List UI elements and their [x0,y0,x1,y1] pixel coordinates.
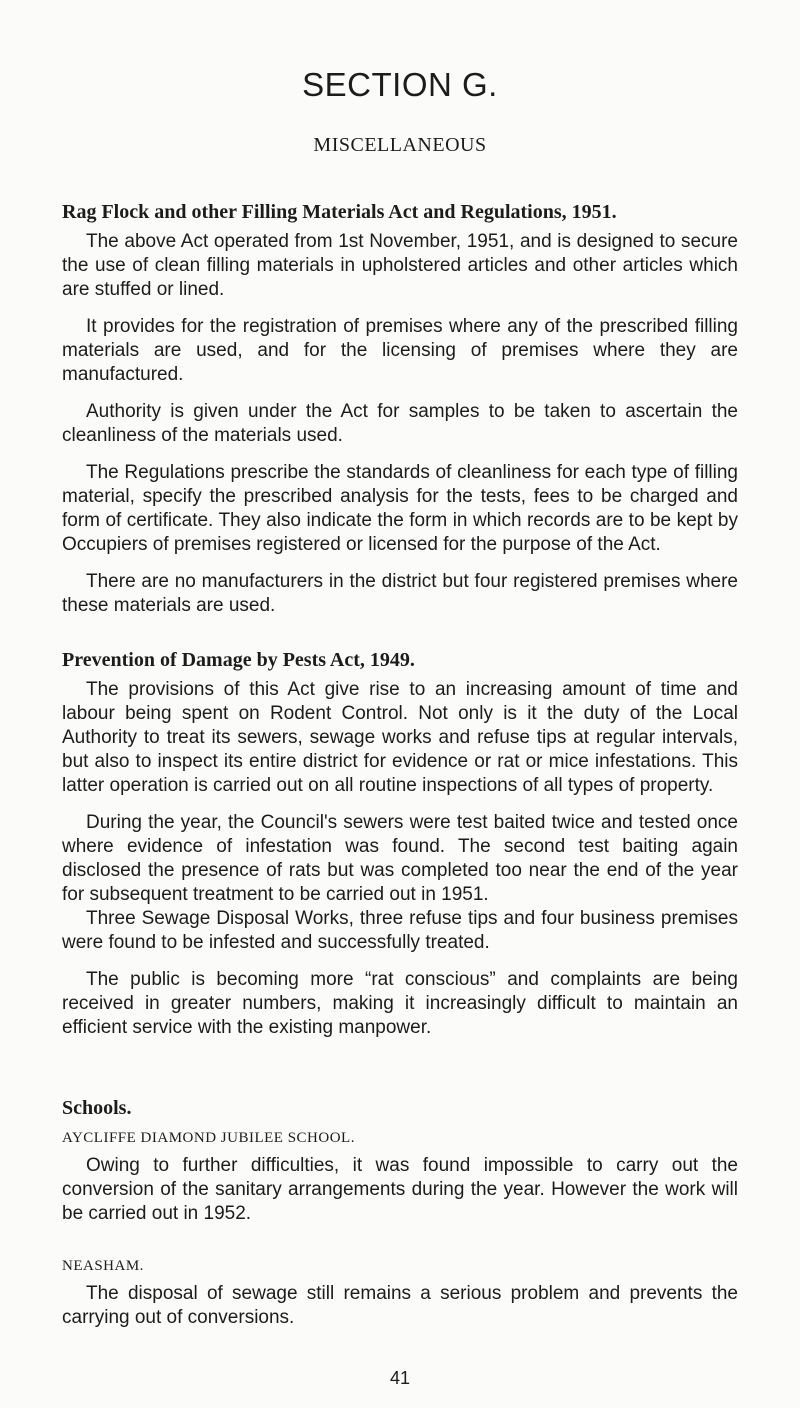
paragraph: The Regulations prescribe the standards of cleanliness for each type of filling material, specify the prescribed analysis for the tests, fees to be charged and form of certificate. They also indicate the form in which records are to be kept by Occupiers of premises registered or licensed for the purpose of the Act. [62,462,738,555]
schools-heading: Schools. [62,1097,132,1119]
section-subtitle: MISCELLANEOUS [313,134,487,156]
paragraph: Three Sewage Disposal Works, three refuse tips and four business premises were found to be infested and successfully treated. [62,908,738,953]
aycliffe-label: AYCLIFFE DIAMOND JUBILEE SCHOOL. [62,1130,355,1146]
paragraph: The public is becoming more “rat conscious” and complaints are being received in greater numbers, making it increasingly difficult to maintain an efficient service with the existing manpower. [62,969,738,1038]
paragraph: There are no manufacturers in the district but four registered premises where these materials are used. [62,571,738,616]
paragraph: Owing to further difficulties, it was found impossible to carry out the conversion of the sanitary arrangements during the year. However the work will be carried out in 1952. [62,1155,738,1224]
paragraph: The disposal of sewage still remains a serious problem and prevents the carrying out of conversions. [62,1283,738,1328]
rag-flock-section [62,198,738,618]
rag-flock-heading: Rag Flock and other Filling Materials Act and Regulations, 1951. [62,201,617,223]
pests-section [62,646,738,1040]
neasham-label: NEASHAM. [62,1258,144,1274]
pests-heading: Prevention of Damage by Pests Act, 1949. [62,649,415,671]
paragraph: The above Act operated from 1st November, 1951, and is designed to secure the use of clean filling materials in upholstered articles and other articles which are stuffed or lined. [62,231,738,300]
paragraph: During the year, the Council's sewers were test baited twice and tested once where evidence of infestation was found. The second test baiting again disclosed the presence of rats but was completed too near the end of the year for subsequent treatment to be carried out in 1951. [62,812,738,905]
section-title: SECTION G. [302,66,498,103]
paragraph: Authority is given under the Act for samples to be taken to ascertain the cleanliness of the materials used. [62,401,738,446]
page-number: 41 [389,1368,411,1388]
paragraph: The provisions of this Act give rise to an increasing amount of time and labour being spent on Rodent Control. Not only is it the duty of the Local Authority to treat its sewers, sewage works and refuse tips at regular intervals, but also to inspect its entire district for evidence or rat or mice infestations. This latter operation is carried out on all routine inspections of all types of property. [62,679,738,796]
schools-section [62,1094,738,1330]
paragraph: It provides for the registration of premises where any of the prescribed filling materials are used, and for the licensing of premises where they are manufactured. [62,316,738,385]
